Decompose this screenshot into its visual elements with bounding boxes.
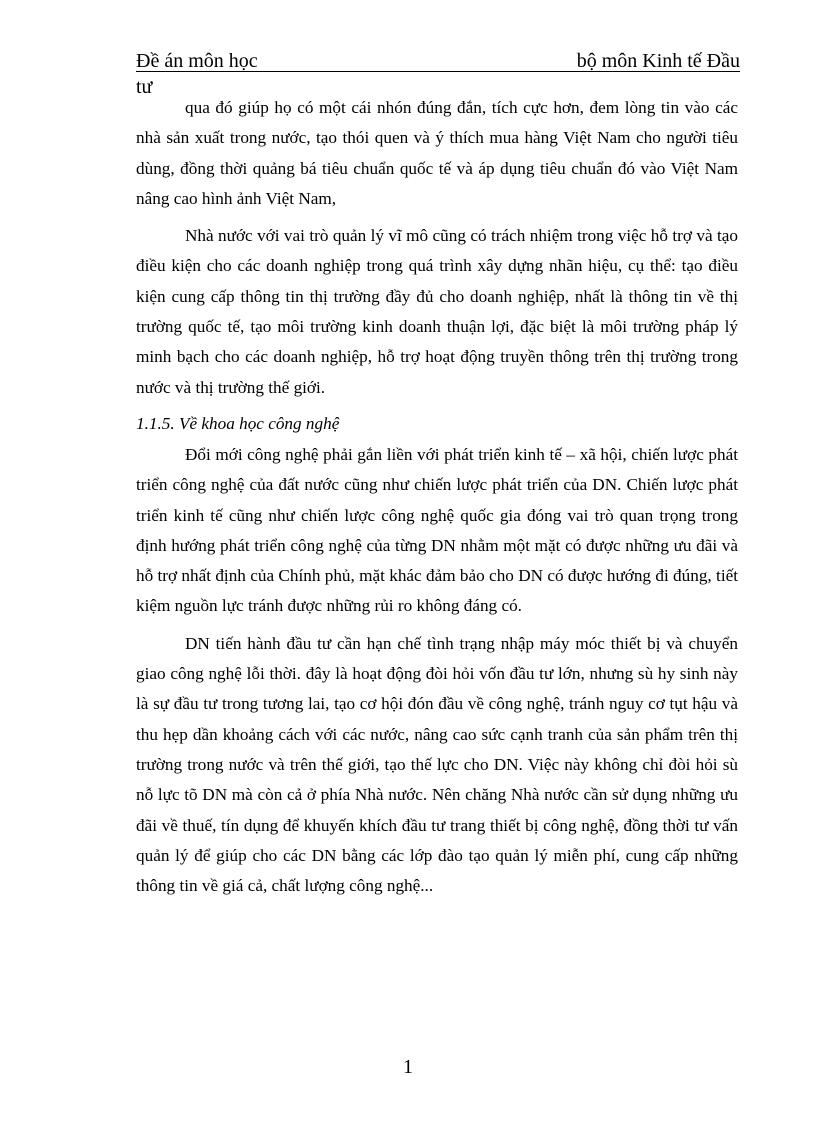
paragraph: Nhà nước với vai trò quản lý vĩ mô cũng có trách nhiệm trong việc hỗ trợ và tạo điều kiện cho các doanh nghiệp trong quá trình xây dựng nhãn hiệu, cụ thể: tạo điều kiện cung cấp thông tin thị trường đầy đủ cho doanh nghiệp, nhất là thông tin về thị trường quốc tế, tạo môi trường kinh doanh thuận lợi, đặc biệt là môi trường pháp lý minh bạch cho các doanh nghiệp, hỗ trợ hoạt động truyền thông trên thị trường trong nước và thị trường thế giới. bbox=[136, 226, 738, 397]
header-continuation: tư bbox=[136, 76, 153, 98]
paragraph: DN tiến hành đầu tư cần hạn chế tình trạng nhập máy móc thiết bị và chuyển giao công nghệ lỗi thời. đây là hoạt động đòi hỏi vốn đầu tư lớn, nhưng sù hy sinh này là sự đầu tư trong tương lai, tạo cơ hội đón đầu về công nghệ, tránh nguy cơ tụt hậu và thu hẹp dần khoảng cách với các nước, nâng cao sức cạnh tranh của sản phẩm trên thị trường trong nước và trên thế giới, tạo thế lực cho DN. Việc này không chỉ đòi hỏi sù nỗ lực tõ DN mà còn cả ở phía Nhà nước. Nên chăng Nhà nước cần sử dụng những ưu đãi về thuế, tín dụng để khuyến khích đầu tư trang thiết bị công nghệ, đồng thời tư vấn quản lý để giúp cho các DN bằng các lớp đào tạo quản lý miễn phí, cung cấp những thông tin về giá cả, chất lượng công nghệ... bbox=[136, 633, 738, 896]
paragraph: qua đó giúp họ có một cái nhón đúng đắn, tích cực hơn, đem lòng tin vào các nhà sản xuất trong nước, tạo thói quen và ý thích mua hàng Việt Nam cho người tiêu dùng, đồng thời quảng bá tiêu chuẩn quốc tế và áp dụng tiêu chuẩn đó vào Việt Nam nâng cao hình ảnh Việt Nam, bbox=[136, 98, 738, 208]
document-body bbox=[136, 93, 738, 901]
paragraph: Đổi mới công nghệ phải gắn liền với phát triển kinh tế – xã hội, chiến lược phát triển công nghệ của đất nước cũng như chiến lược phát triển của DN. Chiến lược phát triển kinh tế cũng như chiến lược công nghệ quốc gia đóng vai trò quan trọng trong định hướng phát triển công nghệ của từng DN nhằm một mặt có được những ưu đãi và hỗ trợ nhất định của Chính phủ, mặt khác đảm bảo cho DN có được hướng đi đúng, tiết kiệm nguồn lực tránh được những rủi ro không đáng có. bbox=[136, 444, 738, 616]
page-number: 1 bbox=[403, 1056, 413, 1078]
header-department: bộ môn Kinh tế Đầu bbox=[576, 50, 740, 72]
header-course-title: Đề án môn học bbox=[136, 50, 258, 72]
section-heading: 1.1.5. Về khoa học công nghệ bbox=[136, 413, 340, 433]
header-rule bbox=[136, 71, 740, 72]
page-header bbox=[136, 50, 740, 72]
